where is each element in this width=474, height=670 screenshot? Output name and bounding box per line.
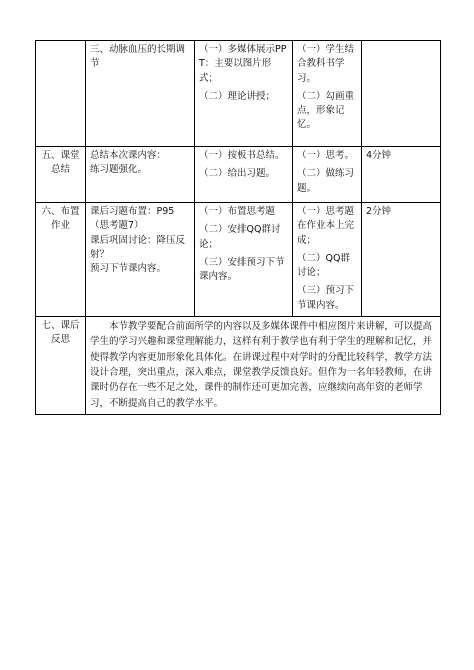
student-activity-line: （三）预习下节课内容。 — [297, 285, 355, 311]
stage-cell — [36, 203, 86, 317]
student-activity-cell — [293, 203, 362, 317]
table-row — [36, 203, 441, 317]
lesson-plan-table — [35, 40, 441, 415]
content-cell — [86, 41, 195, 147]
content-line: 课后巩固讨论：降压反射？ — [90, 234, 186, 260]
teacher-activity-line: （二）理论讲授； — [199, 90, 276, 102]
time-value: 2分钟 — [366, 206, 392, 217]
stage-cell — [36, 41, 86, 147]
lesson-plan-body — [36, 41, 441, 415]
stage-label: 五、课堂总结 — [41, 150, 80, 176]
time-cell — [362, 41, 441, 147]
teacher-activity-line: （三）安排预习下节课内容。 — [199, 256, 285, 282]
time-cell — [362, 147, 441, 203]
content-line: 课后习题布置：P95（思考题7） — [90, 206, 175, 232]
teacher-activity-cell — [195, 147, 293, 203]
reflection-text: 本节教学要配合前面所学的内容以及多媒体课件中相应图片来讲解，可以提高学生的学习兴趣和课堂理解能力，这样有利于教学也有利于学生的理解和记忆，并使得教学内容更加形象化具体化。在讲课过程中对学时的分配比较科学，教学方法设计合理，突出重点，深入难点，课堂教学反馈良好。但作为一名年轻教师，在讲课时仍存在一些不足之处，课件的制作还可更加完善，应继续向高年资的老师学习，不断提高自己的教学水平。 — [90, 320, 433, 409]
teacher-activity-line: （一）多媒体展示PPT：主要以图片形式； — [199, 44, 287, 84]
content-line: 总结本次课内容： — [90, 150, 167, 161]
teacher-activity-line: （二）安排QQ群讨论； — [199, 224, 281, 250]
content-line: 预习下节课内容。 — [90, 263, 167, 274]
stage-cell — [36, 147, 86, 203]
teacher-activity-line: （二）给出习题。 — [199, 168, 276, 180]
student-activity-cell — [293, 41, 362, 147]
student-activity-line: （二）做练习题。 — [297, 168, 355, 194]
teacher-activity-cell — [195, 203, 293, 317]
time-value: 4分钟 — [366, 150, 392, 161]
student-activity-line: （二）勾画重点，形象记忆。 — [297, 90, 355, 131]
table-row — [36, 41, 441, 147]
student-activity-line: （二）QQ群讨论； — [297, 252, 350, 278]
stage-label-reflection: 七、课后反思 — [41, 319, 80, 345]
student-activity-line: （一）思考题在作业本上完成； — [297, 206, 355, 246]
student-activity-line: （一）思考。 — [297, 150, 355, 161]
table-row — [36, 147, 441, 203]
time-cell — [362, 203, 441, 317]
student-activity-line: （一）学生结合教科书学习。 — [297, 44, 355, 84]
content-line: 练习题强化。 — [90, 164, 148, 176]
content-cell — [86, 147, 195, 203]
teacher-activity-cell — [195, 41, 293, 147]
stage-label: 六、布置作业 — [41, 206, 80, 232]
teacher-activity-line: （一）布置思考题 — [199, 206, 276, 217]
content-line: 三、动脉血压的长期调节 — [90, 44, 186, 70]
stage-cell-reflection — [36, 316, 86, 414]
reflection-cell — [86, 316, 441, 414]
student-activity-cell — [293, 147, 362, 203]
content-cell — [86, 203, 195, 317]
teacher-activity-line: （一）按板书总结。 — [199, 150, 285, 161]
table-row-reflection — [36, 316, 441, 414]
